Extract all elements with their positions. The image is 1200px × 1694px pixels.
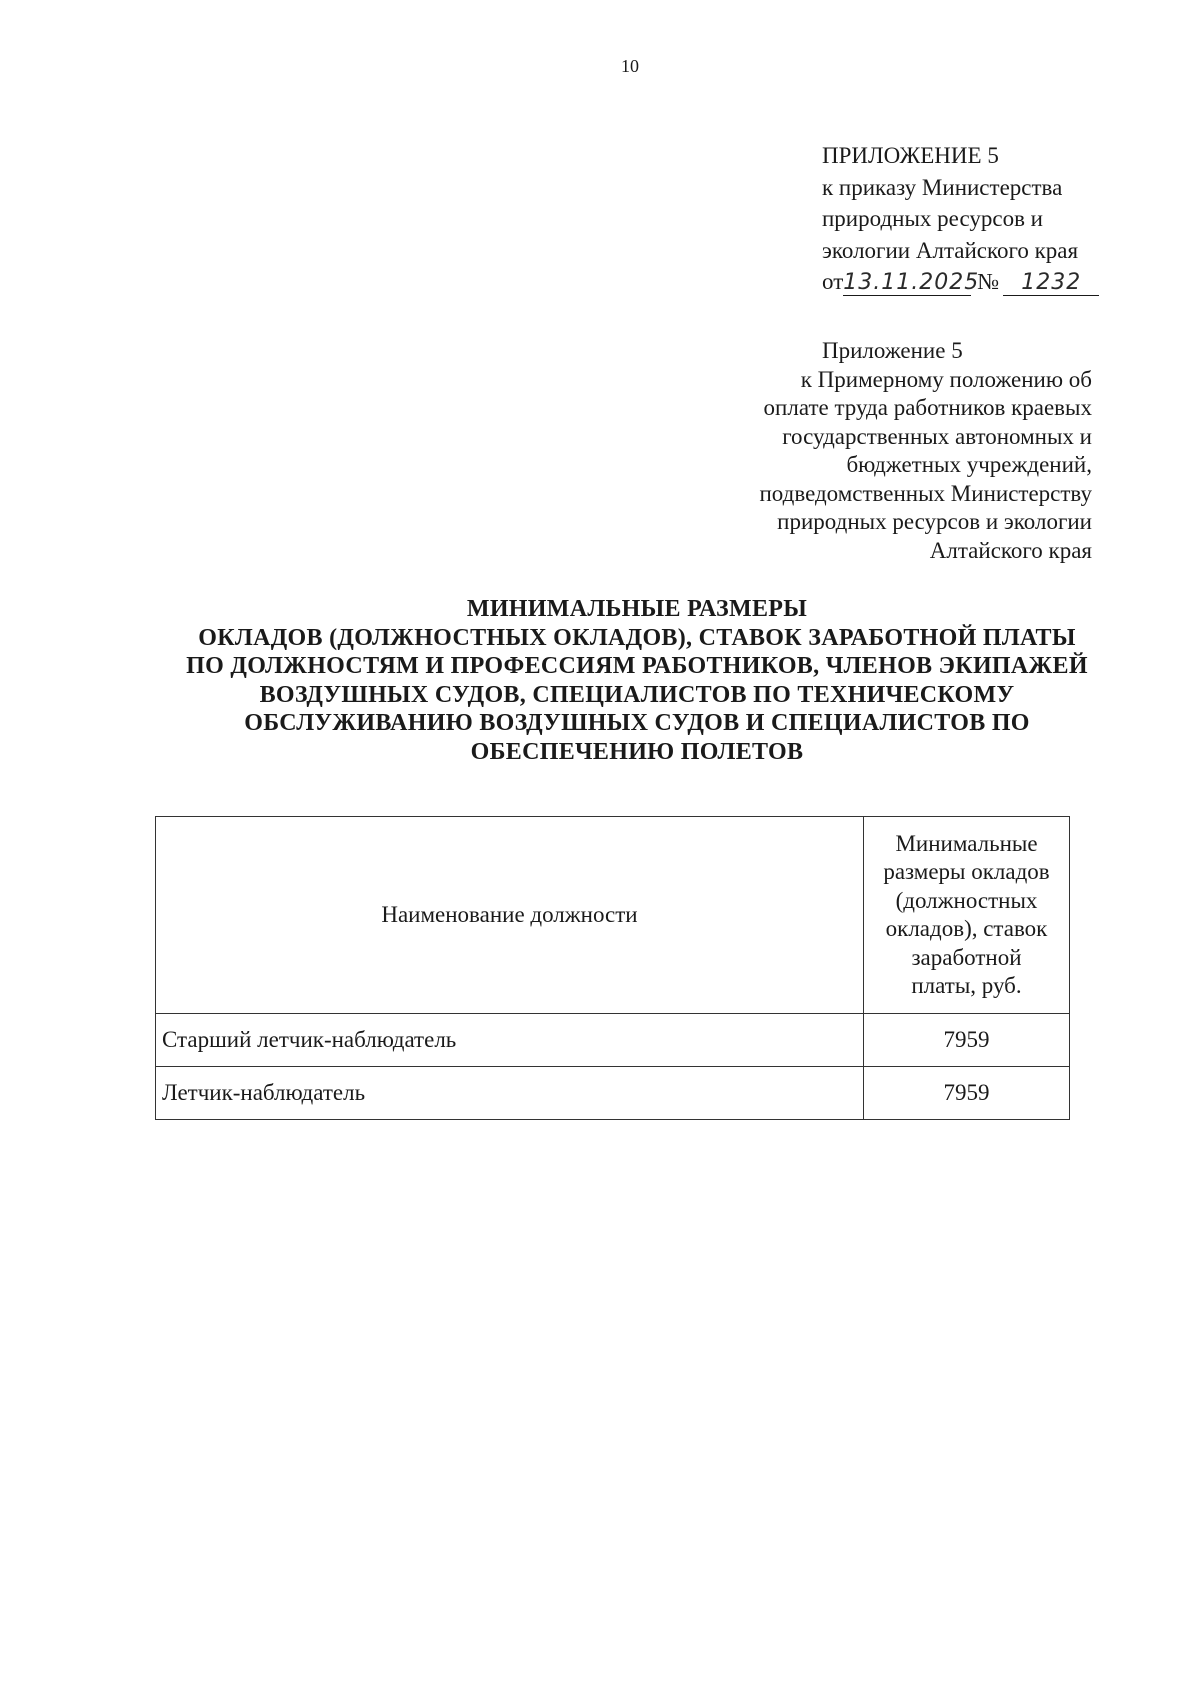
table-header-row: [156, 817, 1070, 1014]
annex-position-title: Приложение 5: [822, 338, 963, 363]
document-title: [150, 595, 1124, 766]
annex-order-line: к приказу Министерства: [822, 174, 1063, 200]
position-name-cell: Летчик-наблюдатель: [156, 1067, 864, 1120]
annex-order-block: [822, 140, 1099, 298]
annex-order-line: экологии Алтайского края: [822, 237, 1079, 263]
document-title-line: ОБСЛУЖИВАНИЮ ВОЗДУШНЫХ СУДОВ И СПЕЦИАЛИСТОВ ПО: [244, 710, 1030, 736]
annex-position-line: государственных автономных и: [782, 423, 1092, 449]
document-title-line: ПО ДОЛЖНОСТЯМ И ПРОФЕССИЯМ РАБОТНИКОВ, ЧЛЕНОВ ЭКИПАЖЕЙ: [186, 653, 1088, 679]
document-title-line: ОБЕСПЕЧЕНИЮ ПОЛЕТОВ: [470, 738, 804, 765]
handwritten-number: 1232: [1003, 271, 1099, 296]
salary-table: [155, 816, 1070, 1120]
salary-value-cell: 7959: [864, 1067, 1070, 1120]
annex-position-line: природных ресурсов и экологии: [777, 509, 1092, 534]
header-salary-line: Минимальные: [895, 830, 1038, 856]
header-salary-line: окладов), ставок: [885, 916, 1048, 941]
position-name-cell: Старший летчик-наблюдатель: [156, 1014, 864, 1067]
table-row: [156, 1014, 1070, 1067]
header-salary-line: платы, руб.: [911, 973, 1022, 998]
header-salary-line: размеры окладов: [883, 859, 1050, 884]
annex-order-title: ПРИЛОЖЕНИЕ 5: [822, 143, 999, 168]
document-title-line: ОКЛАДОВ (ДОЛЖНОСТНЫХ ОКЛАДОВ), СТАВОК ЗАРАБОТНОЙ ПЛАТЫ: [198, 624, 1076, 651]
header-position-name: Наименование должности: [156, 817, 864, 1014]
table-row: [156, 1067, 1070, 1120]
page-number: 10: [621, 56, 639, 76]
number-prefix: №: [977, 269, 1000, 294]
date-prefix: от: [822, 269, 844, 294]
document-title-line: МИНИМАЛЬНЫЕ РАЗМЕРЫ: [466, 596, 808, 622]
salary-value-cell: 7959: [864, 1014, 1070, 1067]
annex-position-line: Алтайского края: [929, 537, 1092, 563]
order-date-number-line: [822, 266, 1099, 298]
annex-position-line: оплате труда работников краевых: [763, 395, 1092, 420]
annex-position-block: [760, 337, 1093, 565]
annex-order-line: природных ресурсов и: [822, 206, 1043, 231]
header-minimum-salary: [864, 817, 1070, 1014]
annex-position-spacer: [760, 337, 1093, 366]
document-title-line: ВОЗДУШНЫХ СУДОВ, СПЕЦИАЛИСТОВ ПО ТЕХНИЧЕСКОМУ: [259, 681, 1015, 708]
header-salary-line: (должностных: [895, 887, 1038, 913]
annex-position-line: к Примерному положению об: [800, 366, 1092, 392]
header-salary-line: заработной: [911, 944, 1022, 970]
handwritten-date: 13.11.2025: [843, 270, 980, 295]
annex-position-line: подведомственных Министерству: [759, 480, 1092, 506]
annex-position-line: бюджетных учреждений,: [846, 452, 1092, 477]
